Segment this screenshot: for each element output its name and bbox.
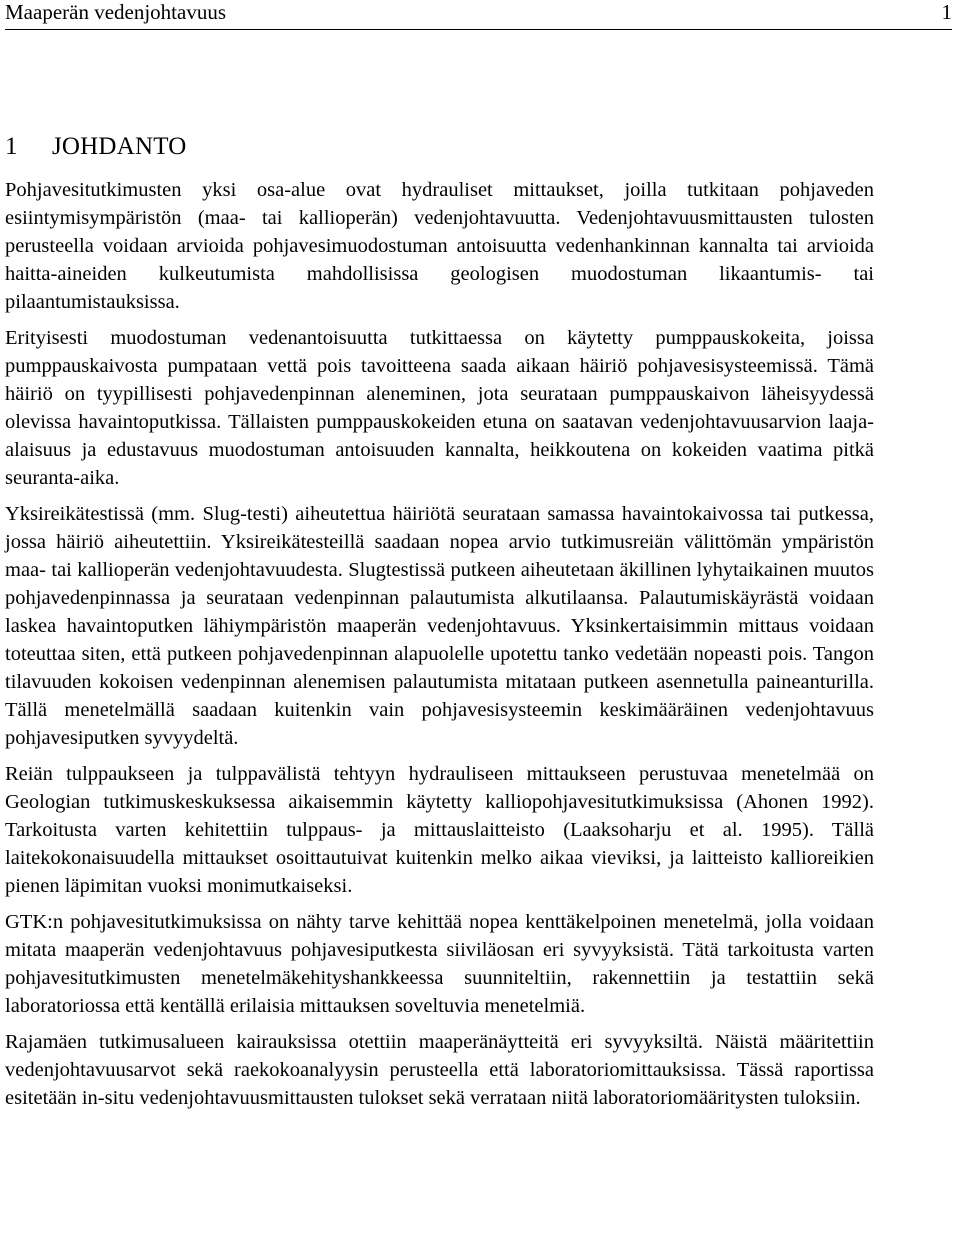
paragraph-packer-method: Reiän tulppaukseen ja tulppavälistä tehtyyn hydrauliseen mittaukseen perustuvaa menetelmää on Geologian tutkimuskeskuksessa aikaisemmin käytetty kalliopohjavesitutkimuksissa (Ahonen 1992). Tarkoitusta varten kehitettiin tulppaus- ja mittauslaitteisto (Laaksoharju et al. 1995). Tällä laitekokonaisuudella mittaukset osoittautuivat kuitenkin melko aikaa vieviksi, ja laitteisto kallioreikien pienen läpimitan vuoksi monimutkaiseksi. [5, 763, 874, 897]
paragraph-pumping-tests: Erityisesti muodostuman vedenantoisuutta tutkittaessa on käytetty pumppauskokeita, joissa pumppauskaivosta pumpataan vettä pois tavoitteena saada aikaan häiriö pohjavesisysteemissä. Tämä häiriö on tyypillisesti pohjavedenpinnan aleneminen, jota seurataan pumppauskaivon läheisyydessä olevissa havaintoputkissa. Tällaisten pumppauskokeiden etuna on saatavan vedenjohtavuusarvion laaja-alaisuus ja edustavuus muodostuman antoisuuden kannalta, heikkoutena on kokeiden vaatima pitkä seuranta-aika. [5, 327, 874, 489]
section-number: 1 [5, 133, 18, 160]
body-text [5, 176, 874, 1120]
section-title: JOHDANTO [52, 133, 187, 160]
page-header [5, 0, 952, 26]
page-number: 1 [941, 0, 952, 24]
paragraph-gtk-need: GTK:n pohjavesitutkimuksissa on nähty tarve kehittää nopea kenttäkelpoinen menetelmä, jolla voidaan mitata maaperän vedenjohtavuus pohjavesiputkesta siiviläosan eri syvyyksistä. Tätä tarkoitusta varten pohjavesitutkimusten menetelmäkehityshankkeessa suunniteltiin, rakennettiin ja testattiin sekä laboratoriossa että kentällä erilaisia mittauksen soveltuvia menetelmiä. [5, 911, 874, 1017]
paragraph-intro: Pohjavesitutkimusten yksi osa-alue ovat hydrauliset mittaukset, joilla tutkitaan pohjaveden esiintymisympäristön (maa- tai kallioperän) vedenjohtavuutta. Vedenjohtavuusmittausten tulosten perusteella voidaan arvioida pohjavesimuodostuman antoisuutta vedenhankinnan kannalta tai arvioida haitta-aineiden kulkeutumista mahdollisissa geologisen muodostuman likaantumis- tai pilaantumistauksissa. [5, 179, 874, 313]
header-divider [5, 29, 952, 30]
running-title: Maaperän vedenjohtavuus [5, 0, 227, 24]
paragraph-single-hole-tests: Yksireikätestissä (mm. Slug-testi) aiheutettua häiriötä seurataan samassa havaintokaivossa tai putkessa, jossa häiriö aiheutettiin. Yksireikätesteillä saadaan nopea arvio tutkimusreiän välittömän ympäristön maa- tai kallioperän vedenjohtavuudesta. Slugtestissä putkeen aiheutetaan äkillinen lyhytaikainen muutos pohjavedenpinnassa ja seurataan vedenpinnan palautumista alkutilaansa. Palautumiskäyrästä voidaan laskea havaintoputken lähiympäristön maaperän vedenjohtavuus. Yksinkertaisimmin mittaus voidaan toteuttaa siten, että putkeen pohjavedenpinnan alapuolelle upotettu tanko vedetään nopeasti pois. Tangon tilavuuden kokoisen vedenpinnan alenemisen palautumista mitataan putkeen asennetulla paineanturilla. Tällä menetelmällä saadaan kuitenkin vain pohjavesisysteemin keskimääräinen vedenjohtavuus pohjavesiputken syvyydeltä. [5, 503, 874, 749]
paragraph-rajamaki: Rajamäen tutkimusalueen kairauksissa otettiin maaperänäytteitä eri syvyyksiltä. Näistä määritettiin vedenjohtavuusarvot sekä raekokoanalyysin perusteella että laboratoriomittauksissa. Tässä raportissa esitetään in-situ vedenjohtavuusmittausten tulokset sekä verrataan niitä laboratoriomääritysten tuloksiin. [5, 1031, 874, 1109]
section-heading [5, 132, 186, 162]
